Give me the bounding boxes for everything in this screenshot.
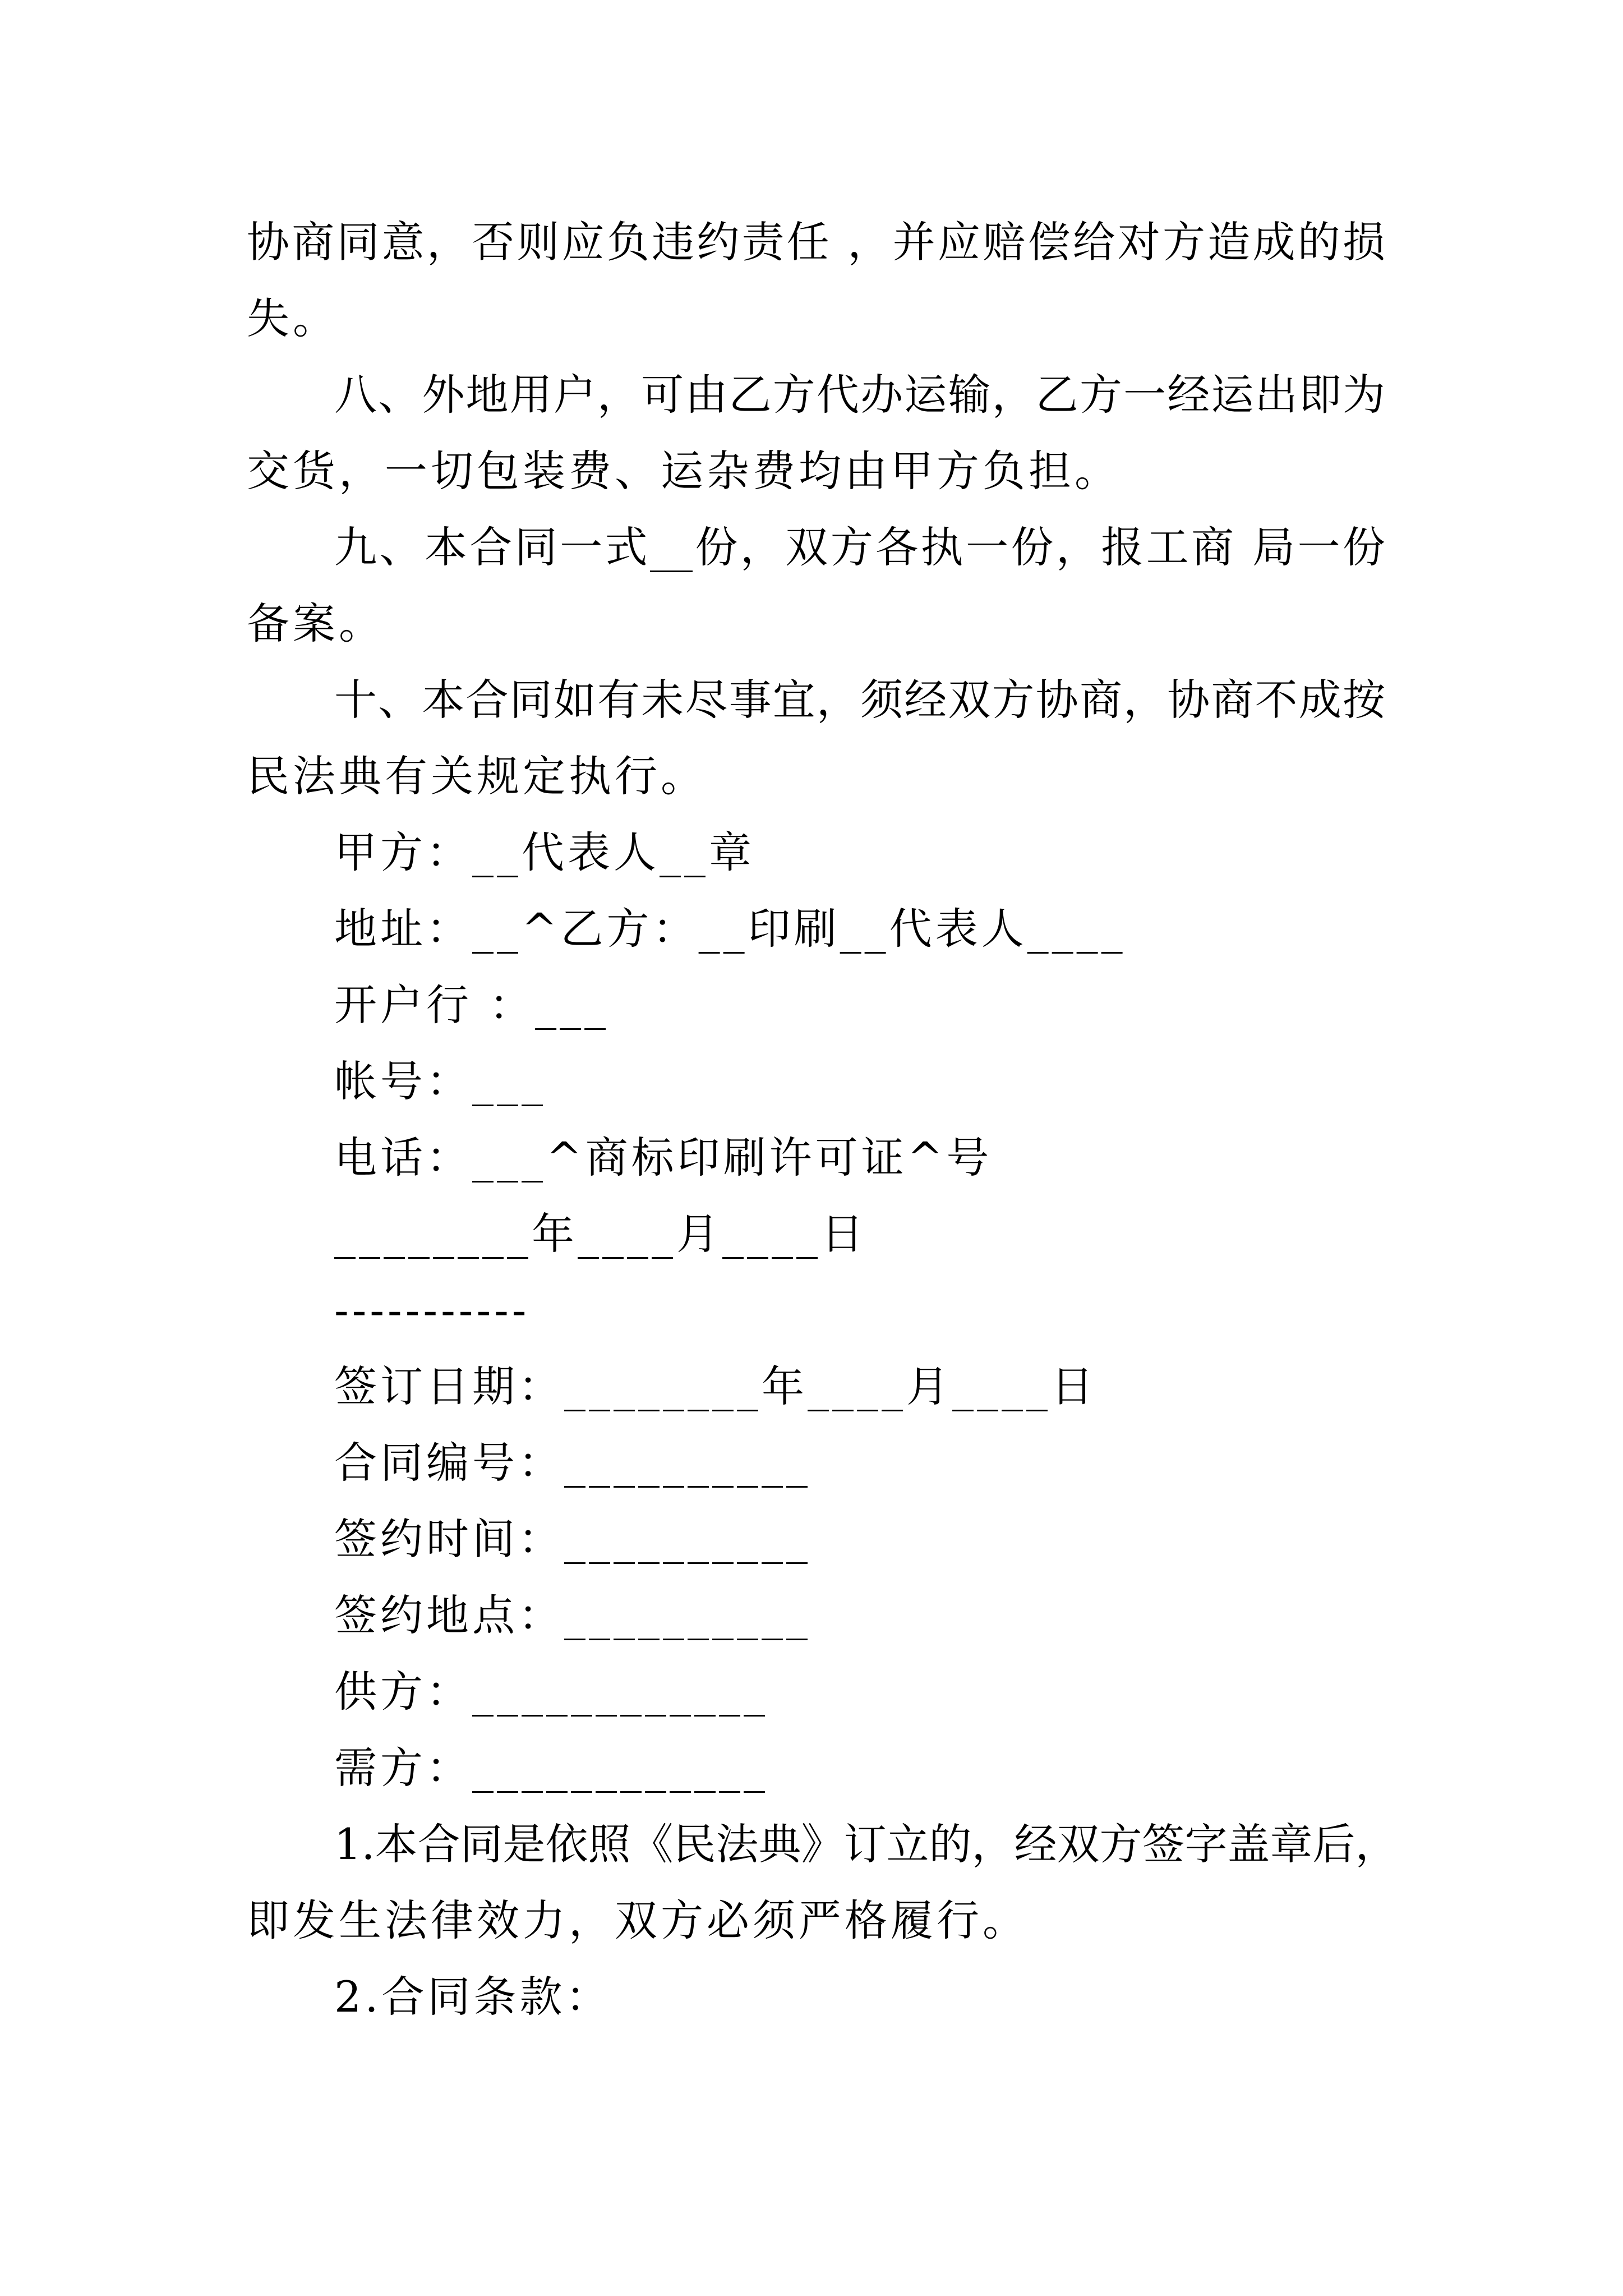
text-line: 供方：____________: [334, 1667, 768, 1717]
text-line: 交货，一切包装费、运杂费均由甲方负担。: [247, 446, 1121, 496]
text-line: 地址：__^乙方：__印刷__代表人____: [334, 904, 1126, 954]
text-line: 电话：___^商标印刷许可证^号: [334, 1133, 993, 1182]
text-line: 民法典有关规定执行。: [247, 751, 707, 801]
text-line: 八、外地用户，可由乙方代办运输，乙方一经运出即为: [334, 370, 1385, 420]
text-line: 帐号：___: [334, 1056, 546, 1106]
text-line: 九、本合同一式__份，双方各执一份，报工商 局一份: [334, 522, 1385, 572]
text-line: 协商同意，否则应负违约责任 ，并应赔偿给对方造成的损: [247, 217, 1385, 267]
text-line: ________年____月____日: [334, 1209, 867, 1259]
text-line: 需方：____________: [334, 1743, 768, 1793]
text-line: 失。: [247, 293, 339, 343]
text-line: 签订日期：________年____月____日: [334, 1361, 1097, 1411]
text-line: 签约时间：__________: [334, 1514, 811, 1564]
text-line: 甲方：__代表人__章: [334, 827, 755, 877]
text-line: 1.本合同是依照《民法典》订立的，经双方签字盖章后，: [334, 1819, 1398, 1869]
text-line: 开户行 ：___: [334, 980, 610, 1030]
text-line: 十、本合同如有未尽事宜，须经双方协商，协商不成按: [334, 675, 1385, 725]
text-line: 合同编号：__________: [334, 1438, 811, 1488]
text-line: 2.合同条款：: [334, 1972, 612, 2022]
text-line: 即发生法律效力，双方必须严格履行。: [247, 1895, 1029, 1945]
text-line: 备案。: [247, 599, 385, 648]
text-line: -----------: [334, 1285, 530, 1335]
text-line: 签约地点：__________: [334, 1590, 811, 1640]
